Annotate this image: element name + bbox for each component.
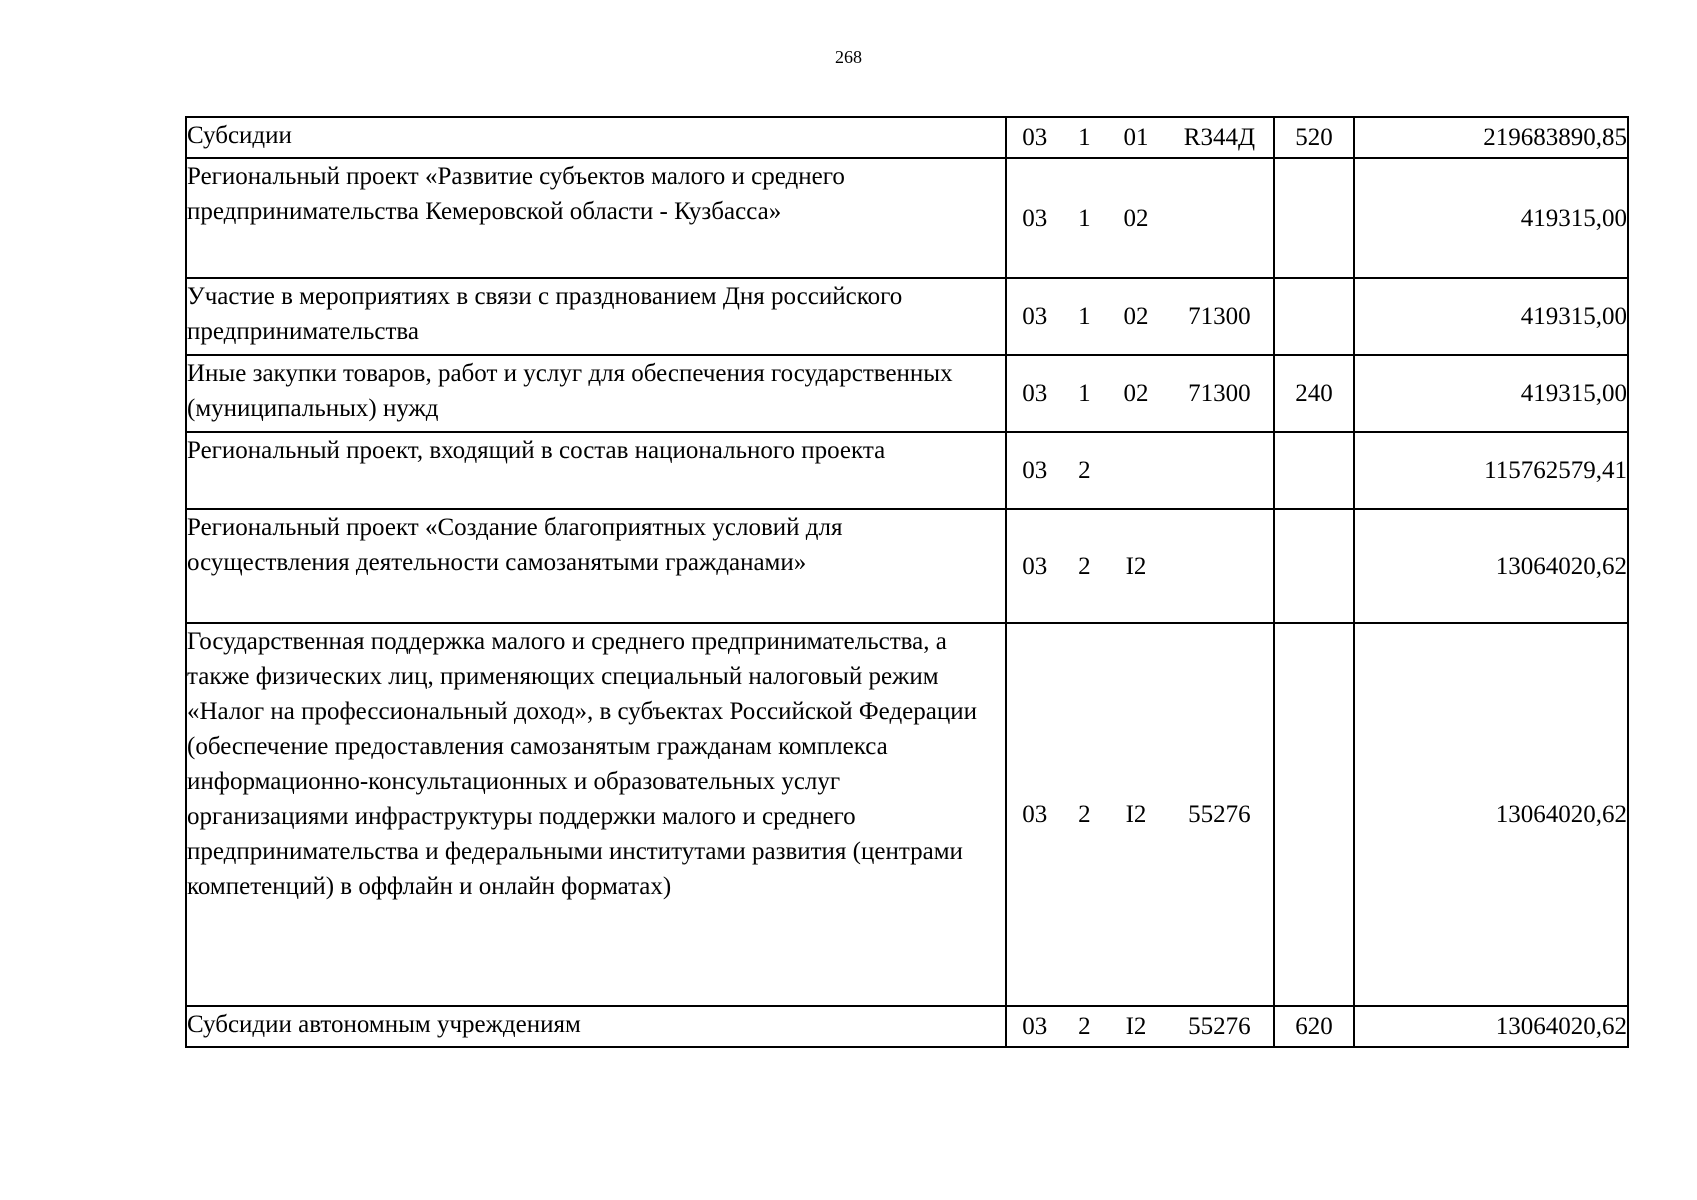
code-subprogram: 2 [1078, 1013, 1091, 1040]
code-program: 03 [1022, 380, 1048, 407]
code-event: 02 [1123, 303, 1149, 330]
row-name: Иные закупки товаров, работ и услуг для обеспечения государственных (муниципальных) нужд [186, 355, 1006, 432]
row-name: Субсидии автономным учреждениям [186, 1006, 1006, 1047]
code-subprogram: 1 [1078, 124, 1091, 151]
table-row [186, 355, 1628, 432]
table-row [186, 1006, 1628, 1047]
row-codes [1006, 355, 1274, 432]
row-expense-type [1274, 509, 1354, 623]
code-event: I2 [1125, 1013, 1147, 1040]
row-amount: 419315,00 [1354, 278, 1628, 355]
code-program: 03 [1022, 552, 1048, 580]
code-event: 02 [1123, 204, 1149, 232]
code-direction: 71300 [1188, 380, 1251, 407]
row-codes [1006, 1006, 1274, 1047]
row-name: Участие в мероприятиях в связи с празднованием Дня российского предпринимательства [186, 278, 1006, 355]
code-subprogram: 1 [1078, 204, 1091, 232]
row-amount: 419315,00 [1354, 158, 1628, 278]
row-name: Государственная поддержка малого и среднего предпринимательства, а также физических лиц, применяющих специальный налоговый режим «Налог на профессиональный доход», в субъектах Российской Федерации (обеспечение предоставления самозанятым гражданам комплекса информационно-консультационных и образовательных услуг организациями инфраструктуры поддержки малого и среднего предпринимательства и федеральными институтами развития (центрами компетенций) в оффлайн и онлайн форматах) [186, 623, 1006, 1006]
code-subprogram: 2 [1078, 457, 1091, 484]
table-row [186, 278, 1628, 355]
code-event: I2 [1125, 801, 1147, 828]
row-expense-type [1274, 432, 1354, 509]
code-event: 01 [1123, 124, 1149, 151]
code-program: 03 [1022, 204, 1048, 232]
code-program: 03 [1022, 124, 1048, 151]
row-codes [1006, 509, 1274, 623]
code-direction: R344Д [1183, 124, 1255, 151]
row-codes [1006, 278, 1274, 355]
row-codes [1006, 432, 1274, 509]
table-row [186, 158, 1628, 278]
table-row [186, 509, 1628, 623]
row-amount: 13064020,62 [1354, 623, 1628, 1006]
row-codes [1006, 623, 1274, 1006]
budget-table [185, 116, 1629, 1048]
row-amount: 115762579,41 [1354, 432, 1628, 509]
row-codes [1006, 117, 1274, 158]
row-expense-type: 240 [1274, 355, 1354, 432]
code-program: 03 [1022, 801, 1048, 828]
row-codes [1006, 158, 1274, 278]
row-name: Региональный проект, входящий в состав национального проекта [186, 432, 1006, 509]
code-subprogram: 1 [1078, 380, 1091, 407]
code-subprogram: 2 [1078, 801, 1091, 828]
table-row [186, 623, 1628, 1006]
code-program: 03 [1022, 1013, 1048, 1040]
row-amount: 13064020,62 [1354, 1006, 1628, 1047]
code-direction: 71300 [1188, 303, 1251, 330]
code-program: 03 [1022, 303, 1048, 330]
row-amount: 13064020,62 [1354, 509, 1628, 623]
code-direction: 55276 [1188, 1013, 1251, 1040]
code-direction: 55276 [1188, 801, 1251, 828]
row-name: Субсидии [186, 117, 1006, 158]
row-expense-type [1274, 278, 1354, 355]
row-amount: 419315,00 [1354, 355, 1628, 432]
row-expense-type [1274, 158, 1354, 278]
code-event: I2 [1125, 552, 1147, 580]
code-subprogram: 2 [1078, 552, 1091, 580]
table-row [186, 432, 1628, 509]
row-amount: 219683890,85 [1354, 117, 1628, 158]
row-name: Региональный проект «Развитие субъектов малого и среднего предпринимательства Кемеровской области - Кузбасса» [186, 158, 1006, 278]
row-expense-type: 520 [1274, 117, 1354, 158]
table-row [186, 117, 1628, 158]
page-number: 268 [835, 47, 862, 67]
code-event: 02 [1123, 380, 1149, 407]
row-expense-type: 620 [1274, 1006, 1354, 1047]
code-program: 03 [1022, 457, 1048, 484]
code-subprogram: 1 [1078, 303, 1091, 330]
row-expense-type [1274, 623, 1354, 1006]
row-name: Региональный проект «Создание благоприятных условий для осуществления деятельности самозанятыми гражданами» [186, 509, 1006, 623]
